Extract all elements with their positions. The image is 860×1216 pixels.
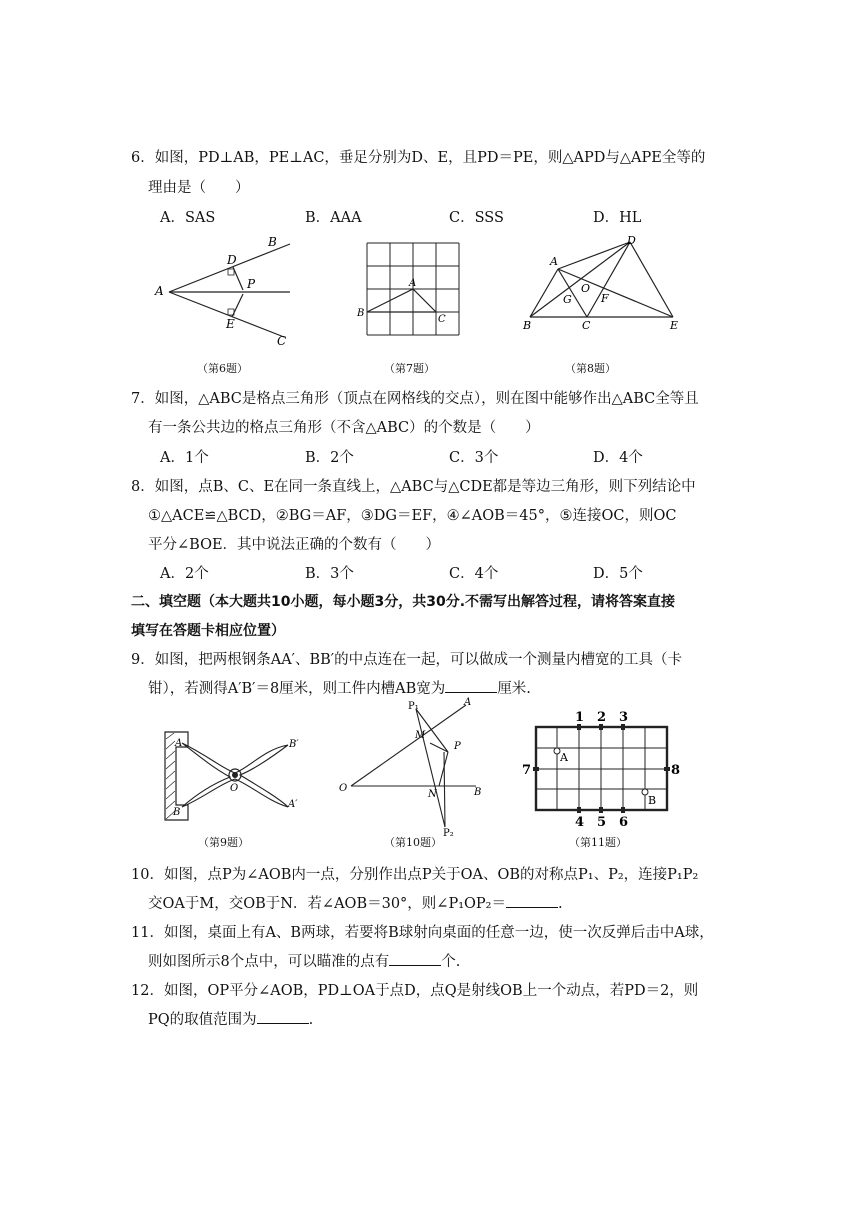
- q10-answer-blank[interactable]: [506, 895, 558, 908]
- fig11-label-7: 7: [522, 763, 532, 778]
- fig8-caption: （第8题）: [565, 362, 616, 375]
- fig6-label-e: E: [226, 317, 235, 331]
- section-2-heading: 二、填空题（本大题共10小题，每小题3分，共30分.不需写出解答过程，请将答案直接: [131, 594, 676, 610]
- fig10-label-p2: P₂: [443, 828, 454, 839]
- fig10-label-m: M: [415, 730, 426, 741]
- q12-answer-blank[interactable]: [257, 1011, 309, 1024]
- fig10-label-p1: P₁: [408, 701, 419, 712]
- q8-option-a: A．2个: [160, 566, 209, 582]
- fig8-label-b: B: [523, 319, 532, 332]
- fig7-label-b: B: [357, 308, 365, 319]
- q11-line2-end: 个.: [441, 954, 461, 970]
- q10-line2-text: 交OA于M，交OB于N．若∠AOB＝30°，则∠P₁OP₂＝: [148, 896, 506, 912]
- fig11-label-5: 5: [597, 815, 607, 830]
- fig6-caption: （第6题）: [197, 362, 248, 375]
- q11-answer-blank[interactable]: [389, 953, 441, 966]
- q8-option-c: C．4个: [449, 566, 499, 582]
- fig9-caption: （第9题）: [198, 836, 249, 849]
- fig9-label-a: A: [175, 738, 183, 749]
- fig7-caption: （第7题）: [384, 362, 435, 375]
- q7-option-d: D．4个: [593, 450, 643, 466]
- fig11-label-4: 4: [575, 815, 585, 830]
- fig7-label-c: C: [438, 314, 446, 325]
- q8-option-d: D．5个: [593, 566, 643, 582]
- fig6-label-d: D: [227, 253, 237, 267]
- q6-line1: 6．如图，PD⊥AB，PE⊥AC，垂足分别为D、E，且PD＝PE，则△APD与△APE全等的: [131, 150, 706, 166]
- q8-option-b: B．3个: [305, 566, 354, 582]
- fig9-label-b: B: [173, 807, 181, 818]
- q8-line3: 平分∠BOE．其中说法正确的个数有（ ）: [148, 537, 441, 553]
- figure-6: [150, 232, 300, 350]
- q6-option-d: D．HL: [593, 210, 642, 226]
- q12-line2-end: .: [308, 1012, 314, 1028]
- fig9-label-o: O: [230, 783, 239, 794]
- fig10-label-o: O: [339, 783, 348, 794]
- q9-line1: 9．如图，把两根钢条AA′、BB′的中点连在一起，可以做成一个测量内槽宽的工具（卡: [131, 652, 683, 668]
- fig11-label-2: 2: [597, 710, 607, 725]
- fig10-label-p: P: [454, 741, 461, 752]
- q11-line2-text: 则如图所示8个点中，可以瞄准的点有: [148, 954, 390, 970]
- fig10-label-a: A: [464, 697, 472, 708]
- q7-line2: 有一条公共边的格点三角形（不含△ABC）的个数是（ ）: [148, 420, 540, 436]
- fig10-caption: （第10题）: [384, 836, 442, 849]
- fig8-label-d: D: [627, 234, 636, 247]
- fig8-label-f: F: [601, 292, 609, 305]
- q9-answer-blank[interactable]: [445, 680, 497, 693]
- figure-7: [355, 238, 470, 348]
- q8-line2: ①△ACE≌△BCD，②BG＝AF，③DG＝EF，④∠AOB＝45°，⑤连接OC，则OC: [148, 508, 677, 524]
- q10-line2: [148, 892, 563, 913]
- fig8-label-g: G: [563, 293, 572, 306]
- fig6-label-a: A: [155, 284, 164, 298]
- figure-8: [518, 232, 688, 337]
- fig7-label-a: A: [409, 278, 417, 289]
- fig11-label-a: A: [560, 751, 568, 764]
- fig10-label-b: B: [474, 787, 482, 798]
- q9-line2-text: 钳），若测得A′B′＝8厘米，则工件内槽AB宽为: [148, 681, 446, 697]
- q10-line1: 10．如图，点P为∠AOB内一点，分别作出点P关于OA、OB的对称点P₁、P₂，连接P₁P₂: [131, 867, 699, 883]
- q7-option-a: A．1个: [160, 450, 209, 466]
- figure-10: [336, 697, 496, 837]
- fig6-label-p: P: [247, 277, 256, 291]
- q6-option-c: C．SSS: [449, 210, 504, 226]
- figure-9: [160, 727, 310, 832]
- q6-line2: 理由是（ ）: [148, 180, 250, 196]
- q6-option-a: A．SAS: [160, 210, 216, 226]
- fig11-label-1: 1: [575, 710, 585, 725]
- q6-option-b: B．AAA: [305, 210, 362, 226]
- fig11-label-b: B: [648, 794, 657, 807]
- fig8-label-e: E: [670, 319, 679, 332]
- q11-line1: 11．如图，桌面上有A、B两球，若要将B球射向桌面的任意一边，使一次反弹后击中A球，: [131, 925, 714, 941]
- q8-line1: 8．如图，点B、C、E在同一条直线上，△ABC与△CDE都是等边三角形，则下列结论中: [131, 479, 696, 495]
- q11-line2: [148, 950, 460, 971]
- q7-option-c: C．3个: [449, 450, 499, 466]
- fig10-label-n: N: [428, 789, 437, 800]
- section-2-heading-cont: 填写在答题卡相应位置）: [131, 623, 285, 639]
- fig8-label-c: C: [582, 319, 591, 332]
- fig9-label-b-prime: B′: [289, 739, 299, 750]
- q12-line2-text: PQ的取值范围为: [148, 1012, 257, 1028]
- fig6-label-c: C: [277, 334, 287, 348]
- q12-line1: 12．如图，OP平分∠AOB，PD⊥OA于点D，点Q是射线OB上一个动点，若PD＝2，则: [131, 983, 699, 999]
- fig8-label-o: O: [581, 282, 591, 295]
- q9-line2-unit: 厘米.: [497, 681, 531, 697]
- q10-line2-end: .: [557, 896, 563, 912]
- fig6-label-b: B: [268, 235, 277, 249]
- fig11-caption: （第11题）: [569, 836, 627, 849]
- fig8-label-a: A: [550, 255, 558, 268]
- figure-11: [520, 710, 695, 835]
- q12-line2: [148, 1008, 313, 1029]
- fig11-label-3: 3: [619, 710, 629, 725]
- q7-option-b: B．2个: [305, 450, 354, 466]
- fig11-label-8: 8: [671, 763, 681, 778]
- fig9-label-a-prime: A′: [288, 799, 298, 810]
- fig11-label-6: 6: [619, 815, 629, 830]
- q7-line1: 7．如图，△ABC是格点三角形（顶点在网格线的交点），则在图中能够作出△ABC全等且: [131, 391, 699, 407]
- q9-line2: [148, 677, 531, 698]
